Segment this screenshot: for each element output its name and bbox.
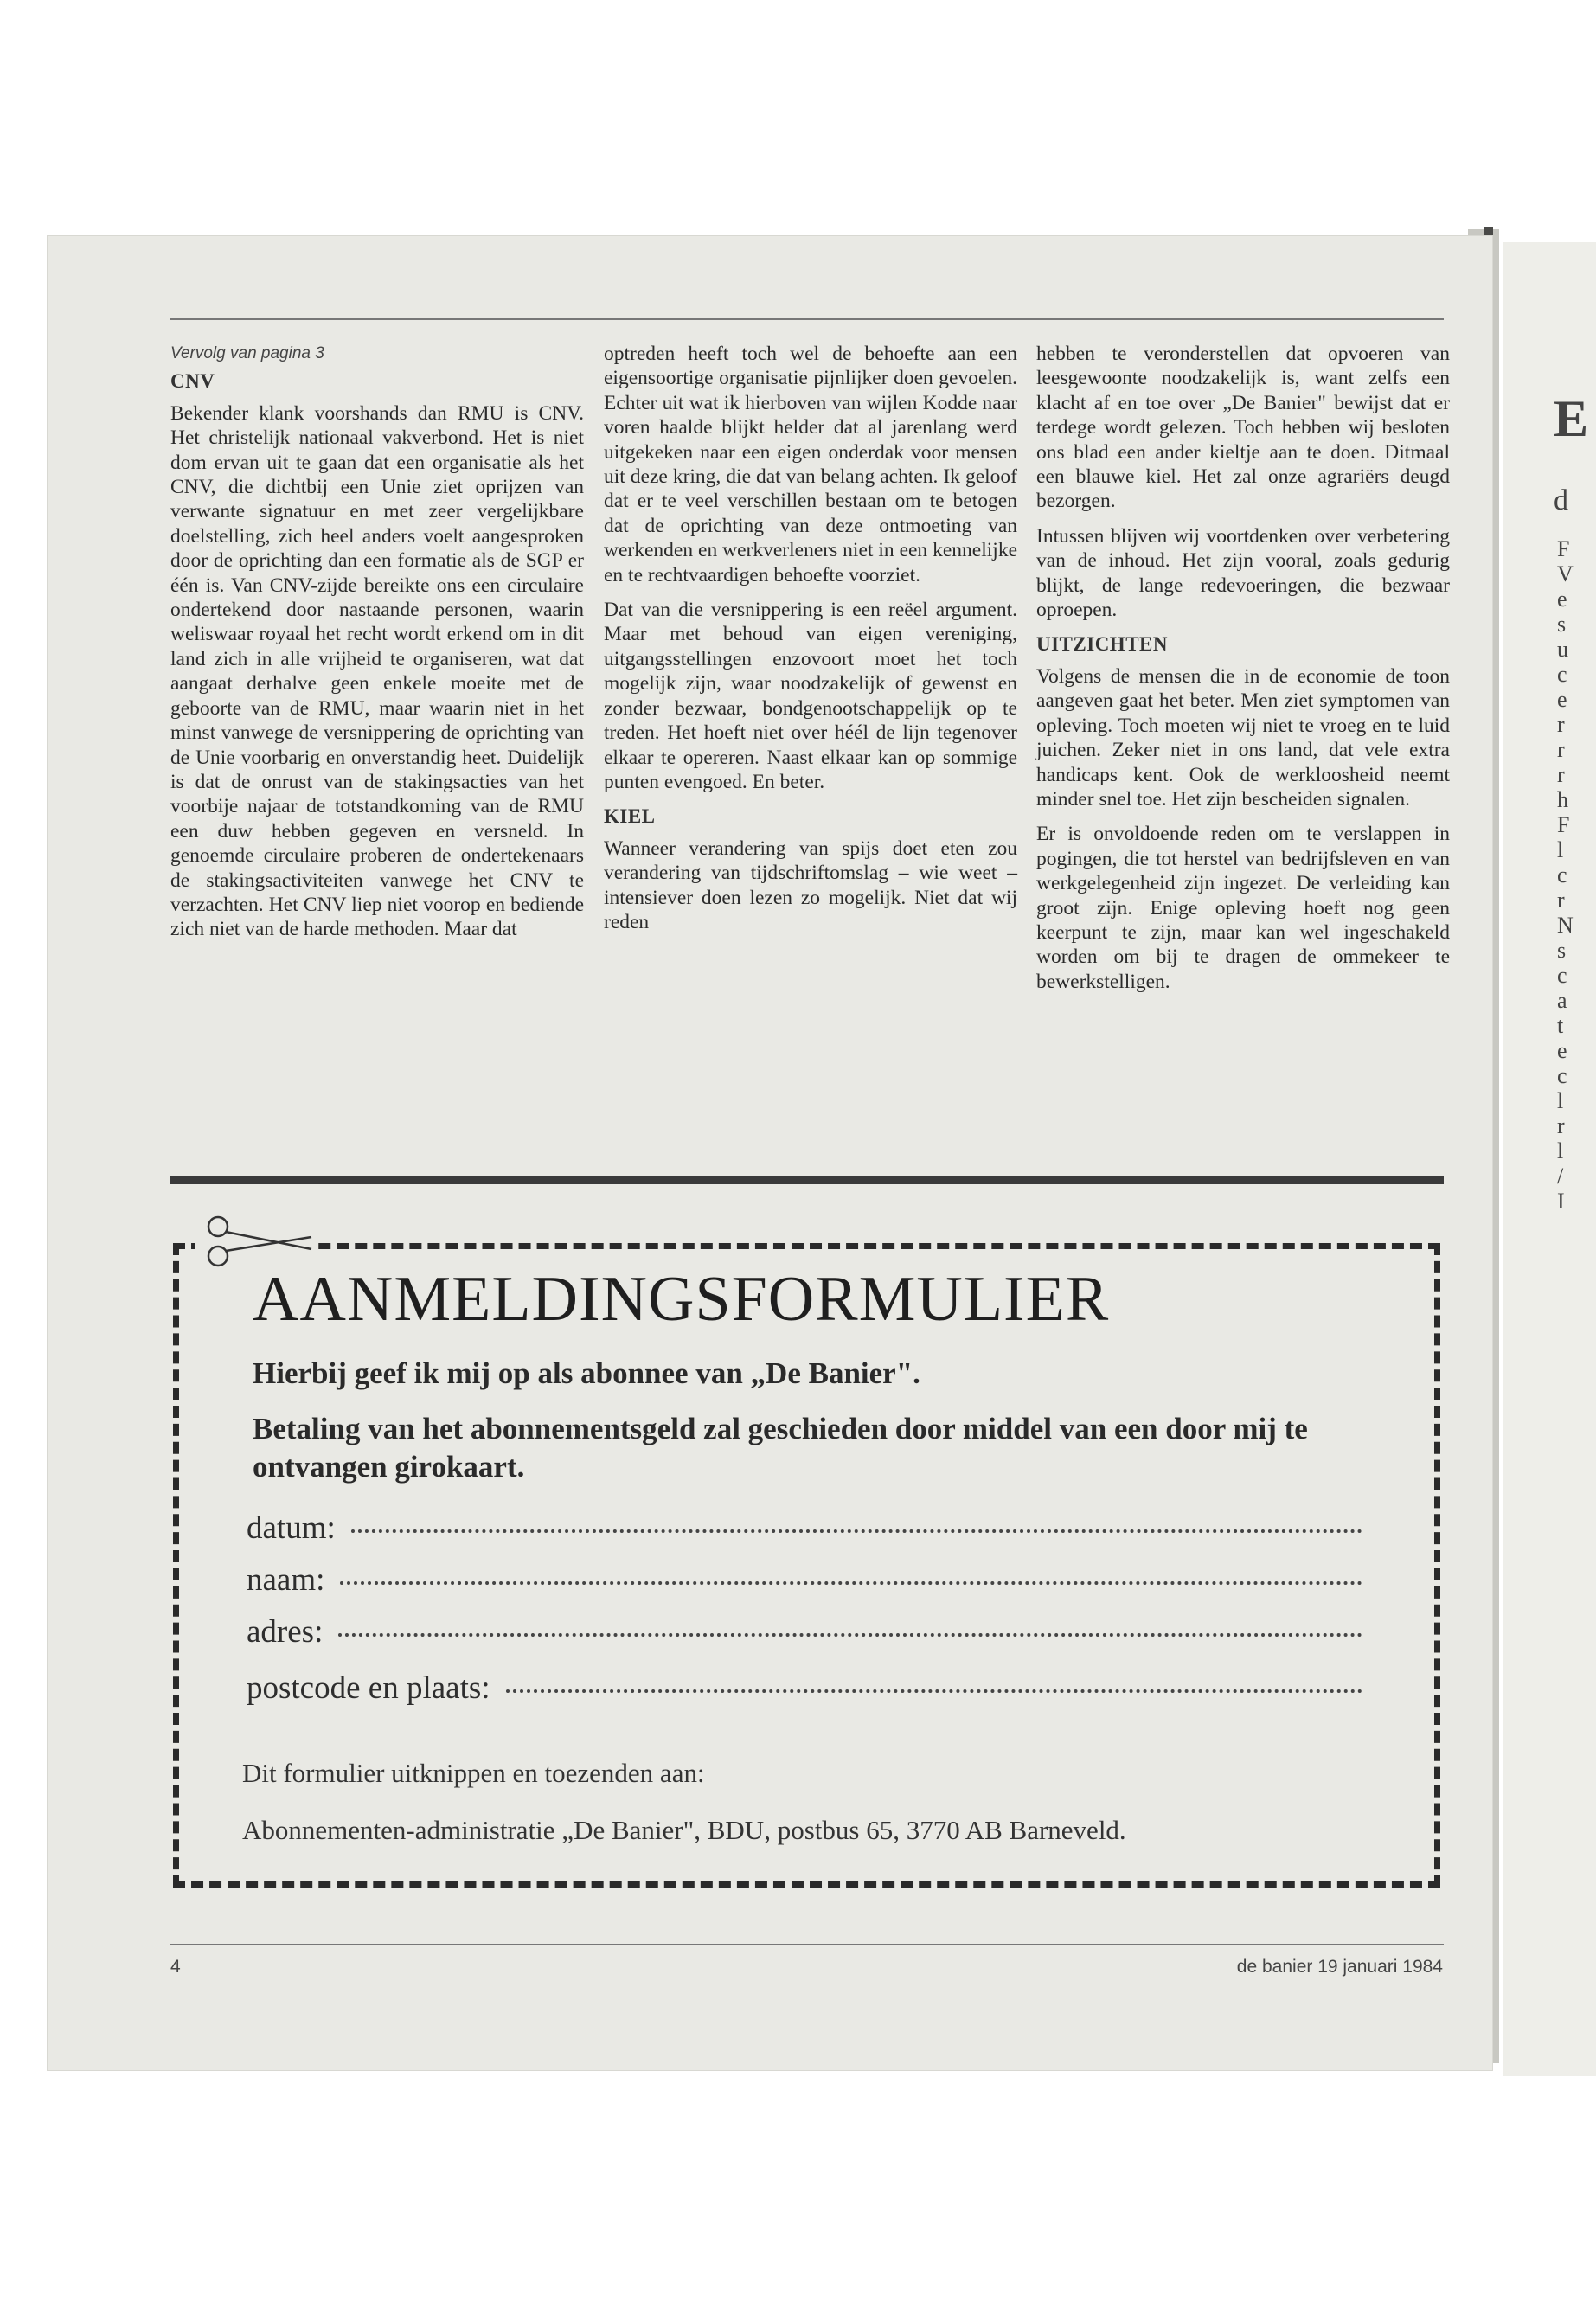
form-payment-statement: Betaling van het abonnementsgeld zal geschieden door middel van een door mij te ontvangen girokaart. <box>253 1412 1308 1484</box>
edge-glyph: r <box>1557 888 1565 913</box>
publication-footer: de banier 19 januari 1984 <box>1236 1957 1443 1977</box>
edge-glyph: F <box>1557 536 1570 561</box>
heading-uitzichten: UITZICHTEN <box>1036 633 1168 656</box>
field-label: datum: <box>247 1510 336 1546</box>
field-adres[interactable] <box>247 1613 1362 1650</box>
edge-glyph: t <box>1557 1013 1564 1038</box>
paragraph: Wanneer verandering van spijs doet eten zou verandering van tijdschriftomslag – wie weet – intensiever doen lezen zo mogelijk. Niet dat wij reden <box>604 836 1017 933</box>
edge-glyph: F <box>1557 812 1570 837</box>
field-datum[interactable] <box>247 1509 1362 1547</box>
edge-glyph: V <box>1557 561 1574 586</box>
edge-glyph: r <box>1557 762 1565 787</box>
edge-glyph: r <box>1557 712 1565 737</box>
edge-glyph: c <box>1557 963 1567 988</box>
field-naam[interactable] <box>247 1561 1362 1599</box>
edge-glyph: N <box>1557 913 1574 938</box>
edge-glyph: c <box>1557 862 1567 888</box>
column-3 <box>1036 342 1450 1004</box>
form-title: AANMELDINGSFORMULIER <box>253 1264 1110 1335</box>
edge-glyph: / <box>1557 1163 1564 1189</box>
bottom-rule <box>170 1944 1444 1945</box>
field-label: postcode en plaats: <box>247 1670 490 1706</box>
page-number: 4 <box>170 1957 181 1977</box>
edge-glyph: l <box>1557 1138 1564 1163</box>
field-label: naam: <box>247 1562 325 1598</box>
form-subscribe-statement: Hierbij geef ik mij op als abonnee van „De Banier". <box>253 1356 920 1390</box>
column-2 <box>604 342 1017 945</box>
edge-glyph: d <box>1554 484 1568 516</box>
paragraph: Volgens de mensen die in de economie de toon aangeven gaat het beter. Men ziet symptomen van opleving. Toch moeten wij niet te vroeg en te luid juichen. Zeker niet in ons land, dat vele extra handicaps kent. Ook de werkloosheid neemt minder snel toe. Het zijn bescheiden signalen. <box>1036 664 1450 811</box>
section-divider <box>170 1176 1444 1184</box>
edge-glyph: E <box>1554 390 1589 447</box>
form-instruction: Dit formulier uitknippen en toezenden aan: <box>242 1758 705 1788</box>
paragraph: Dat van die versnippering is een reëel argument. Maar met behoud van eigen vereniging, uitgangsstellingen enzovoort moet het toch mogelijk zijn, waar noodzakelijk of gewenst en zonder bezwaar, bondgenootschappelijk op te treden. Het hoeft niet over héél de lijn tegenover elkaar te opereren. Naast elkaar kan op sommige punten evengoed. En beter. <box>604 599 1017 793</box>
top-rule <box>170 318 1444 320</box>
paragraph: Intussen blijven wij voortdenken over verbetering van de inhoud. Het zijn vooral, zoals gedurig blijkt, de lange redevoeringen, die bezwaar oproepen. <box>1036 524 1450 622</box>
heading-kiel: KIEL <box>604 805 656 828</box>
edge-glyph: e <box>1557 1038 1567 1063</box>
dotted-input-line[interactable] <box>506 1689 1362 1693</box>
column-1 <box>170 342 584 952</box>
paragraph: optreden heeft toch wel de behoefte aan een eigensoortige organisatie pijnlijker doen gevoelen. Echter uit wat ik hierboven van wijlen Kodde naar voren haalde blijkt helder dat al jarenlang werd uitgekeken naar een eigen onderdak voor mensen uit deze kring, die dat van belang achten. Ik geloof dat er te veel verschillen bestaan om te betogen dat de oprichting van deze ontmoeting van werkenden en werkverleners niet in een kennelijke en te rechtvaardigen behoefte voorziet. <box>604 343 1017 586</box>
edge-glyph: e <box>1557 586 1567 612</box>
dotted-input-line[interactable] <box>340 1581 1362 1585</box>
dotted-input-line[interactable] <box>351 1529 1362 1533</box>
field-postcode-plaats[interactable] <box>247 1670 1362 1707</box>
heading-cnv: CNV <box>170 370 215 393</box>
paragraph: Er is onvoldoende reden om te verslappen in pogingen, die tot herstel van bedrijfsleven en van werkgelegenheid zijn ingezet. De verleiding kan groot zijn. Enige opleving hoeft nog geen keerpunt te zijn, maar kan wel ingeschakeld worden om bij te dragen de ommekeer te bewerkstelligen. <box>1036 823 1450 993</box>
edge-glyph: s <box>1557 938 1567 963</box>
edge-glyph: I <box>1557 1189 1565 1214</box>
edge-glyph: c <box>1557 1063 1567 1088</box>
edge-glyph: l <box>1557 837 1564 862</box>
adjacent-page-edge <box>1503 242 1596 2076</box>
edge-glyph: s <box>1557 612 1567 637</box>
edge-glyph: r <box>1557 1113 1565 1138</box>
edge-glyph: r <box>1557 737 1565 762</box>
paragraph: Bekender klank voorshands dan RMU is CNV. Het christelijk nationaal vakverbond. Het is niet dom ervan uit te gaan dat een organisatie als het CNV, die dichtbij een Unie ziet oprijzen van verwante signatuur en met zeer vergelijkbare doelstelling, zich heel anders voelt aangesproken door de oprichting dan een formatie als de SGP er één is. Van CNV-zijde bereikte ons een circulaire ondertekend door nastaande personen, waarin weliswaar royaal het recht wordt erkend om in dit land zich in alle vrijheid te organiseren, wat dat aangaat derhalve geen enkele moeite met de geboorte van de RMU, maar waarin niet in het minst vanwege de versnippering de oprichting van de Unie voorbarig en onverstandig heet. Duidelijk is dat de onrust van de stakingsacties van het voorbije najaar de totstandkoming van de RMU een duw hebben gegeven en versneld. In genoemde circulaire proberen de ondertekenaars de stakingsactiviteiten vanwege het CNV te verzachten. Het CNV liep niet voorop en bediende zich niet van de harde methoden. Maar dat <box>170 401 584 941</box>
edge-glyph: l <box>1557 1088 1564 1113</box>
edge-glyph: e <box>1557 687 1567 712</box>
continued-from-label: Vervolg van pagina 3 <box>170 344 324 362</box>
edge-glyph: c <box>1557 662 1567 687</box>
edge-glyph: a <box>1557 988 1567 1013</box>
edge-glyph: u <box>1557 637 1568 662</box>
paragraph: hebben te veronderstellen dat opvoeren van leesgewoonte noodzakelijk is, want zelfs een klacht af en toe over „De Banier" bewijst dat er terdege wordt gelezen. Toch hebben wij besloten ons blad een ander kieltje aan te doen. Ditmaal een blauwe kiel. Het zal onze agrariërs deugd bezorgen. <box>1036 343 1450 513</box>
field-label: adres: <box>247 1614 324 1650</box>
edge-glyph: h <box>1557 787 1568 812</box>
form-address: Abonnementen-administratie „De Banier", BDU, postbus 65, 3770 AB Barneveld. <box>242 1815 1126 1845</box>
dotted-input-line[interactable] <box>338 1633 1362 1637</box>
